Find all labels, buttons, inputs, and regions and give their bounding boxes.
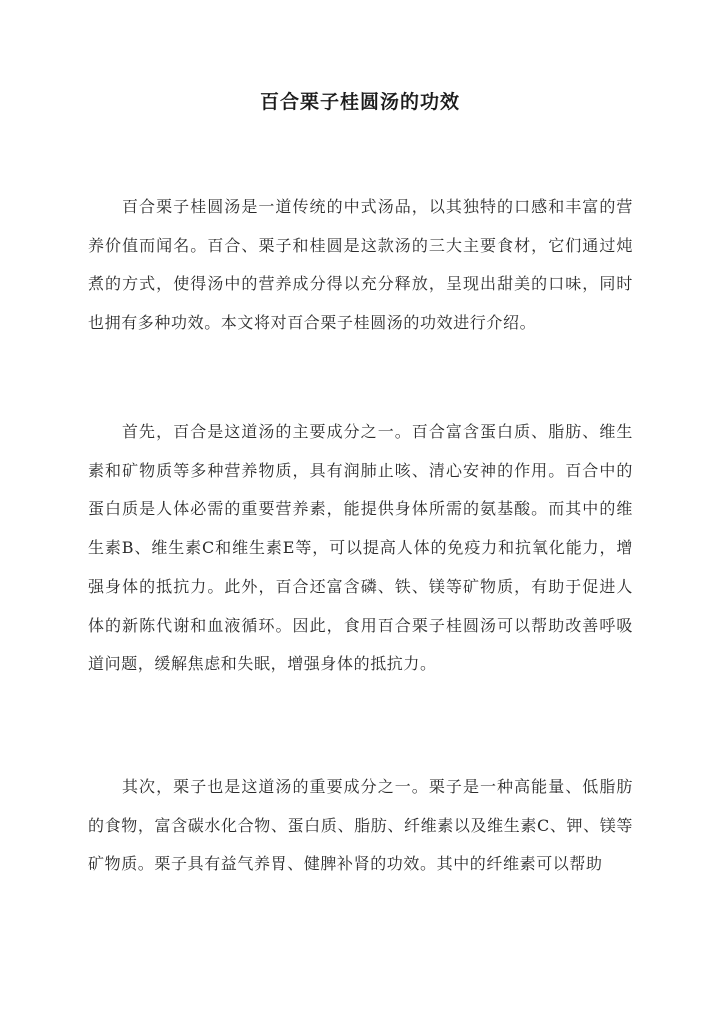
paragraph-lily — [88, 413, 633, 684]
paragraph-chestnut — [88, 768, 633, 884]
paragraph-intro — [88, 188, 633, 343]
paragraph-text: 百合栗子桂圆汤是一道传统的中式汤品，以其独特的口感和丰富的营养价值而闻名。百合、栗子和桂圆是这款汤的三大主要食材，它们通过炖煮的方式，使得汤中的营养成分得以充分释放，呈现出甜美的口味，同时也拥有多种功效。本文将对百合栗子桂圆汤的功效进行介绍。 — [88, 197, 633, 333]
paragraph-text: 其次，栗子也是这道汤的重要成分之一。栗子是一种高能量、低脂肪的食物，富含碳水化合物、蛋白质、脂肪、纤维素以及维生素C、钾、镁等矿物质。栗子具有益气养胃、健脾补肾的功效。其中的纤维素可以帮助 — [88, 777, 633, 874]
document-title: 百合栗子桂圆汤的功效 — [259, 91, 460, 113]
paragraph-text: 首先，百合是这道汤的主要成分之一。百合富含蛋白质、脂肪、维生素和矿物质等多种营养物质，具有润肺止咳、清心安神的作用。百合中的蛋白质是人体必需的重要营养素，能提供身体所需的氨基酸。而其中的维生素B、维生素C和维生素E等，可以提高人体的免疫力和抗氧化能力，增强身体的抵抗力。此外，百合还富含磷、铁、镁等矿物质，有助于促进人体的新陈代谢和血液循环。因此，食用百合栗子桂圆汤可以帮助改善呼吸道问题，缓解焦虑和失眠，增强身体的抵抗力。 — [88, 422, 633, 674]
